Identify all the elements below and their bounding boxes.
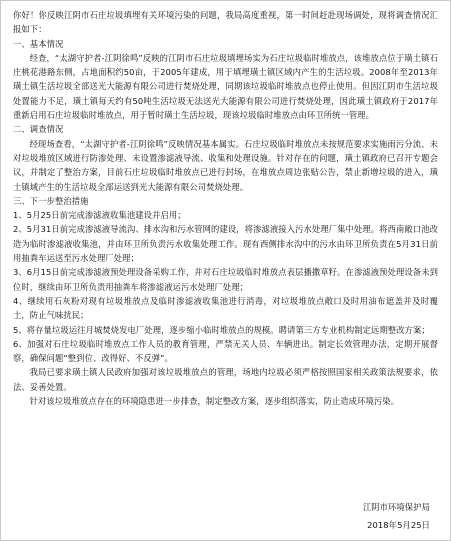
section1-heading: 一、基本情况 xyxy=(13,38,64,49)
signature-organization: 江阴市环境保护局 xyxy=(362,502,430,512)
measure-item-6: 6、加强对石庄垃圾临时堆放点工作人员的教育管理，严禁无关人员、车辆进出。制定长效管理办法，定期开展督察，确保问题“整到位、改得好、不反弹”。 xyxy=(13,338,438,364)
closing-paragraph-1: 我局已要求璜土镇人民政府加强对该垃圾堆放点的管理，场地内垃圾必须严格按照国家相关政策法规要求，依法、妥善处置。 xyxy=(13,367,438,392)
measure-item-2: 2、5月31日前完成渗滤液导流沟、排水沟和污水管网的建设，将渗滤液接入污水处理厂集中处理。将西南敞口池改造为临时渗滤液收集池，并由环卫所负责污水收集处理工作。现有西侧排水沟中的污水由环卫所负责在5月31日前用抽粪车运送至污水处理厂处理； xyxy=(13,224,438,264)
signature-block xyxy=(363,498,430,534)
measure-item-3: 3、6月15日前完成渗滤液预处理设备采购工作，并对石庄垃圾临时堆放点表层播撒草籽。在渗滤液预处理设备未到位时，继续由环卫所负责用抽粪车将渗滤液运污水处理厂处理； xyxy=(13,267,438,292)
section2-paragraph: 经现场查看，“太湖守护者-江阴徐鸣”反映情况基本属实。石庄垃圾临时堆放点未按规范要求实施雨污分流、未对垃圾堆放区域进行防渗处理、未设置渗滤液导流、收集和处理设施。针对存在的问题，璜土镇政府已召开专题会议，并制定了整治方案，目前石庄垃圾临时堆放点已进行封场，在堆放点周边张贴公告，禁止新增垃圾的进入，璜土镇域产生的生活垃圾全部运送到光大能源有限公司焚烧处理。 xyxy=(13,138,438,192)
measure-item-4: 4、继续用石灰粉对现有垃圾堆放点及临时渗滤液收集池进行消毒，对垃圾堆放点敞口及时用油布遮盖并及时覆土，防止气味扰民； xyxy=(13,295,438,321)
section1-paragraph: 经查，“太湖守护者-江阴徐鸣”反映的江阴市石庄垃圾填埋场实为石庄垃圾临时堆放点，该堆放点位于璜土镇石庄桃花港路东侧，占地面积约50亩，于2005年建成，用于填埋璜土镇区域内产生的生活垃圾。2008年至2013年璜土镇生活垃圾全部送光大能源有限公司进行焚烧处理，同期该垃圾临时堆放点也停止使用。但因江阴市生活垃圾处置能力不足，璜土镇每天约有50吨生活垃圾无法送光大能源有限公司进行焚烧处理，因此璜土镇政府于2017年重新启用石庄垃圾临时堆放点，用于暂时璜土生活垃圾，现该垃圾临时堆放点由环卫所统一管理。 xyxy=(13,52,438,121)
measure-item-5: 5、将存量垃圾运往月城焚烧发电厂处理，逐步缩小临时堆放点的规模。聘请第三方专业机构制定远期整改方案； xyxy=(13,324,430,335)
closing-paragraph-2: 针对该垃圾堆放点存在的环境隐患进一步排查，制定整改方案，逐步组织落实，防止造成环境污染。 xyxy=(29,396,400,407)
section2-heading: 二、调查情况 xyxy=(13,124,64,135)
measure-item-1: 1、5月25日前完成渗滤液收集池建设并启用； xyxy=(13,210,186,221)
greeting-paragraph: 你好！你反映江阴市石庄垃圾填埋有关环境污染的问题，我局高度重视，第一时间赶赴现场调处，现将调查情况汇报如下： xyxy=(13,10,438,35)
section3-heading: 三、下一步整治措施 xyxy=(13,195,89,206)
signature-date: 2018年5月25日 xyxy=(367,520,430,530)
